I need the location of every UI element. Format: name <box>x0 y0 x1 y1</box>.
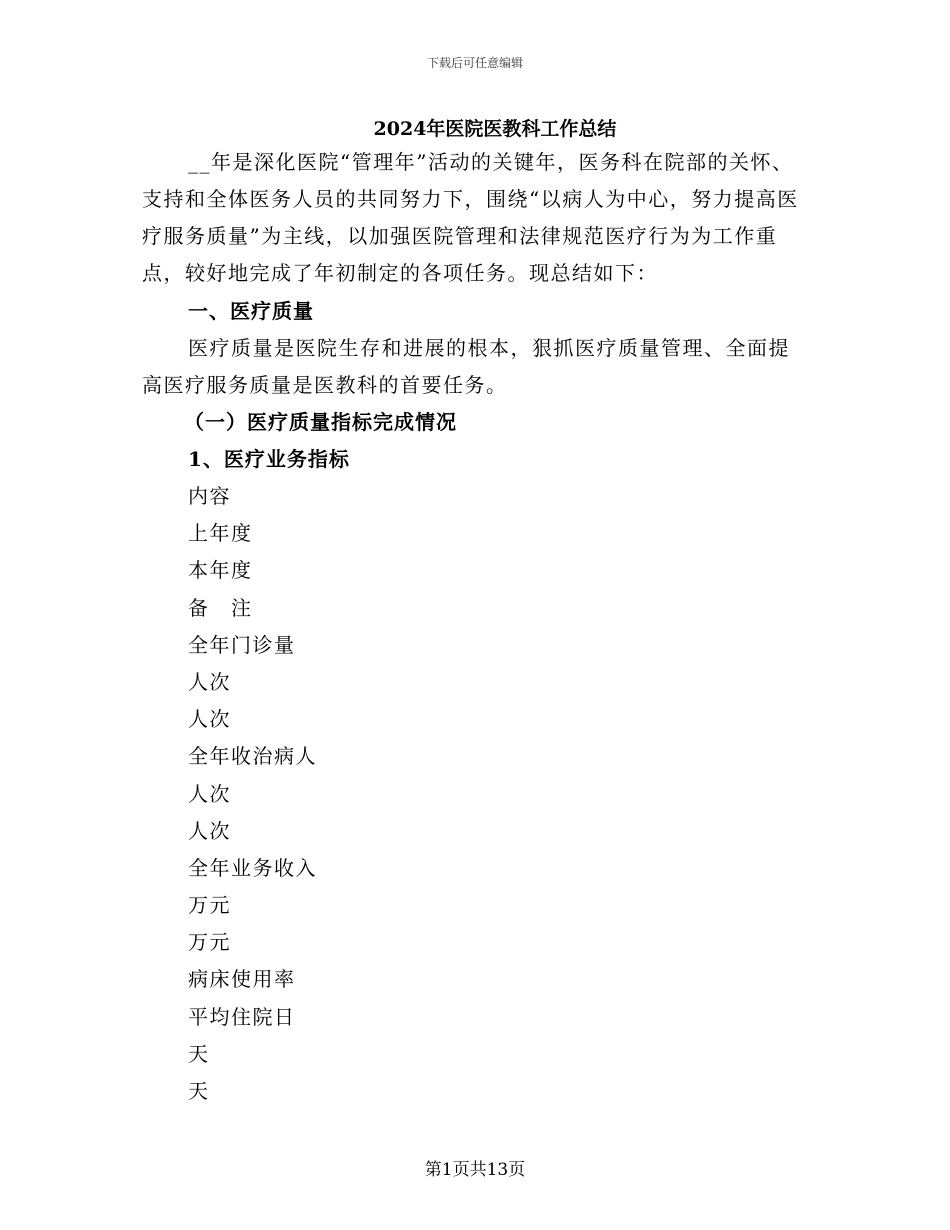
table-item: 上年度 <box>188 521 253 546</box>
table-item: 全年收治病人 <box>188 744 317 769</box>
page-number-footer: 第1页共13页 <box>424 1160 526 1180</box>
section1-block <box>142 330 802 404</box>
table-item: 备 注 <box>188 595 253 620</box>
table-item: 天 <box>188 1041 210 1066</box>
table-item: 平均住院日 <box>188 1004 296 1029</box>
intro-block <box>142 144 802 292</box>
table-item: 人次 <box>188 707 231 732</box>
item-heading-business-indicators: 1、医疗业务指标 <box>188 447 350 471</box>
table-item: 万元 <box>188 893 231 918</box>
subsection-heading-quality-indicators: （一）医疗质量指标完成情况 <box>184 410 457 434</box>
table-item: 万元 <box>188 930 231 955</box>
table-item: 全年门诊量 <box>188 632 296 657</box>
table-item: 内容 <box>188 484 231 508</box>
indicator-table-list <box>188 478 317 1110</box>
table-item: 全年业务收入 <box>188 855 317 880</box>
section1-paragraph: 医疗质量是医院生存和进展的根本，狠抓医疗质量管理、全面提高医疗服务质量是医教科的首要任务。 <box>142 336 790 397</box>
table-item: 人次 <box>188 669 231 694</box>
table-item: 天 <box>188 1079 210 1103</box>
header-note: 下载后可任意编辑 <box>426 56 523 70</box>
document-title: 2024年医院医教科工作总结 <box>373 118 617 140</box>
table-item: 病床使用率 <box>188 967 296 992</box>
section-heading-medical-quality: 一、医疗质量 <box>188 299 314 323</box>
table-item: 本年度 <box>188 558 253 583</box>
table-item: 人次 <box>188 781 231 806</box>
intro-paragraph: __年是深化医院“管理年”活动的关键年，医务科在院部的关怀、支持和全体医务人员的共同努力下，围绕“以病人为中心，努力提高医疗服务质量”为主线，以加强医院管理和法律规范医疗行为为工作重点，较好地完成了年初制定的各项任务。现总结如下： <box>142 150 799 285</box>
table-item: 人次 <box>188 818 231 843</box>
